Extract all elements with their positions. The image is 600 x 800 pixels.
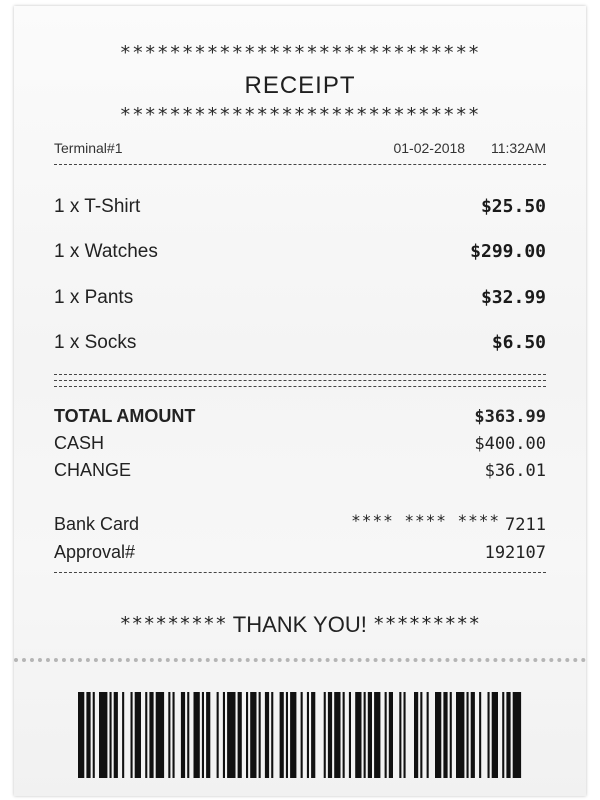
barcode-bar xyxy=(389,692,393,778)
bank-card-row xyxy=(54,511,546,535)
barcode-bar xyxy=(399,692,401,778)
receipt-paper xyxy=(14,6,586,796)
barcode-bar xyxy=(173,692,175,778)
barcode-bar xyxy=(456,692,464,778)
barcode-bar xyxy=(246,692,248,778)
line-item xyxy=(54,332,546,354)
top-star-border: ***************************** xyxy=(119,44,481,62)
card-last4: 7211 xyxy=(505,515,546,535)
thank-you-line xyxy=(52,612,548,638)
barcode-bar xyxy=(223,692,225,778)
barcode-bar xyxy=(202,692,204,778)
barcode-bar xyxy=(492,692,498,778)
change-label: CHANGE xyxy=(54,460,132,480)
divider-double-2 xyxy=(54,380,546,381)
barcode-bar xyxy=(328,692,332,778)
barcode-bar xyxy=(311,692,315,778)
receipt-title: RECEIPT xyxy=(244,72,356,99)
barcode-bar xyxy=(443,692,447,778)
barcode-bar xyxy=(506,692,510,778)
barcode-bar xyxy=(290,692,296,778)
barcode xyxy=(78,692,524,778)
thanks-stars-left: ********* xyxy=(119,613,228,635)
bank-card-number xyxy=(351,511,546,535)
barcode-bar xyxy=(435,692,441,778)
perforation-line xyxy=(14,658,586,662)
barcode-bar xyxy=(114,692,118,778)
cash-label: CASH xyxy=(54,433,105,453)
barcode-bar xyxy=(122,692,124,778)
barcode-bar xyxy=(427,692,429,778)
approval-row xyxy=(54,542,546,563)
barcode-bar xyxy=(110,692,112,778)
receipt-date: 01-02-2018 xyxy=(393,140,466,156)
timestamp xyxy=(371,140,546,156)
thanks-text: THANK YOU! xyxy=(232,612,367,637)
card-mask: **** **** **** xyxy=(351,511,501,530)
barcode-bar xyxy=(265,692,269,778)
barcode-bar xyxy=(343,692,345,778)
barcode-bar xyxy=(78,692,84,778)
barcode-bar xyxy=(99,692,107,778)
barcode-bar xyxy=(286,692,288,778)
barcode-bar xyxy=(206,692,210,778)
approval-label: Approval# xyxy=(54,542,136,562)
receipt-time: 11:32AM xyxy=(491,140,546,156)
item-label: 1 x Pants xyxy=(54,287,134,308)
barcode-bar xyxy=(135,692,141,778)
barcode-bar xyxy=(355,692,361,778)
barcode-bar xyxy=(450,692,452,778)
barcode-bar xyxy=(513,692,521,778)
barcode-bar xyxy=(479,692,481,778)
barcode-bar xyxy=(334,692,340,778)
barcode-bar xyxy=(385,692,387,778)
terminal-row xyxy=(54,140,546,156)
cash-value: $400.00 xyxy=(474,434,546,454)
barcode-bar xyxy=(502,692,504,778)
bank-card-label: Bank Card xyxy=(54,514,140,534)
barcode-bar xyxy=(259,692,261,778)
divider-dashed-bottom xyxy=(54,572,546,573)
change-row xyxy=(54,460,546,481)
barcode-bar xyxy=(217,692,219,778)
divider-dashed xyxy=(54,164,546,165)
line-item xyxy=(54,287,546,309)
item-price: $32.99 xyxy=(480,287,546,308)
divider-double-3 xyxy=(54,386,546,387)
barcode-bar xyxy=(420,692,422,778)
approval-value: 192107 xyxy=(484,543,546,563)
barcode-bar xyxy=(131,692,133,778)
barcode-bar xyxy=(488,692,490,778)
divider-double-1 xyxy=(54,374,546,375)
barcode-bar xyxy=(250,692,256,778)
total-label: TOTAL AMOUNT xyxy=(54,406,196,426)
cash-row xyxy=(54,433,546,454)
barcode-bar xyxy=(145,692,147,778)
barcode-bar xyxy=(181,692,185,778)
barcode-bar xyxy=(307,692,309,778)
barcode-bar xyxy=(93,692,95,778)
item-price: $6.50 xyxy=(491,332,546,353)
barcode-bar xyxy=(471,692,475,778)
barcode-bar xyxy=(227,692,235,778)
title-star-border: ***************************** xyxy=(119,106,481,124)
barcode-bar xyxy=(280,692,284,778)
barcode-bar xyxy=(149,692,153,778)
change-value: $36.01 xyxy=(484,461,546,481)
barcode-bar xyxy=(364,692,366,778)
barcode-bar xyxy=(187,692,189,778)
line-item xyxy=(54,196,546,218)
barcode-bar xyxy=(324,692,326,778)
barcode-bar xyxy=(374,692,380,778)
barcode-bar xyxy=(271,692,273,778)
item-price: $25.50 xyxy=(480,196,546,217)
item-price: $299.00 xyxy=(470,241,546,262)
thanks-stars-right: ********* xyxy=(372,613,481,635)
barcode-bar xyxy=(368,692,372,778)
total-row xyxy=(54,406,546,427)
barcode-bar xyxy=(156,692,164,778)
barcode-bar xyxy=(414,692,418,778)
barcode-bar xyxy=(349,692,351,778)
item-label: 1 x Watches xyxy=(54,241,158,262)
total-value: $363.99 xyxy=(474,407,546,427)
item-label: 1 x T-Shirt xyxy=(54,196,141,217)
barcode-bar xyxy=(86,692,90,778)
terminal-id: Terminal#1 xyxy=(54,140,123,156)
barcode-bar xyxy=(238,692,242,778)
barcode-bar xyxy=(467,692,469,778)
line-item xyxy=(54,241,546,263)
barcode-bar xyxy=(301,692,303,778)
barcode-bar xyxy=(404,692,406,778)
item-label: 1 x Socks xyxy=(54,332,137,353)
barcode-bar xyxy=(194,692,200,778)
barcode-bar xyxy=(168,692,170,778)
